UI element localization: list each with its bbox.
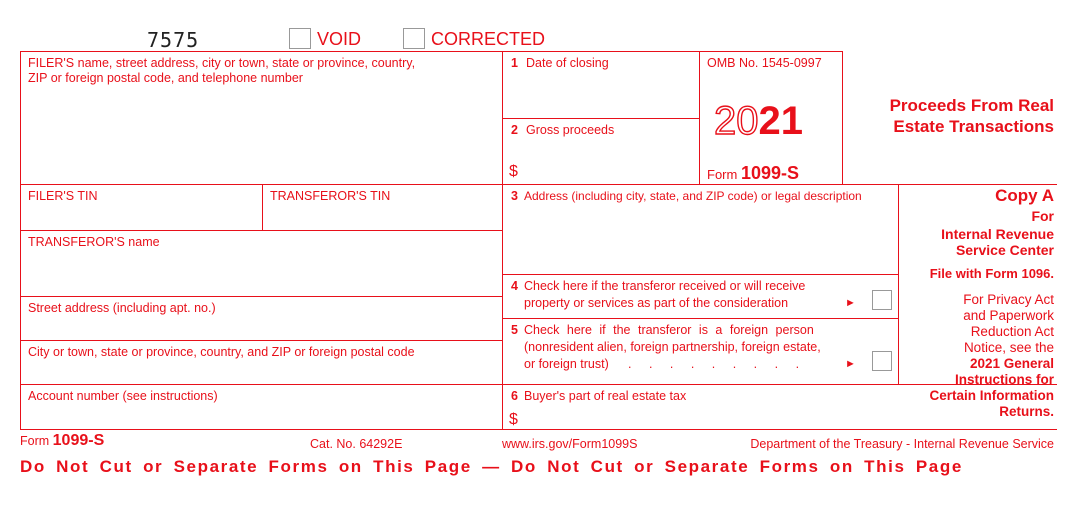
box1-label: Date of closing bbox=[526, 56, 609, 70]
line-name-bottom bbox=[20, 296, 502, 297]
filer-tin-label: FILER'S TIN bbox=[28, 189, 98, 203]
do-not-cut-warning: Do Not Cut or Separate Forms on This Page — Do Not Cut or Separate Forms on This Page bbox=[20, 457, 963, 476]
filer-label: FILER'S name, street address, city or town, state or province, country, bbox=[28, 56, 416, 70]
line-street-bottom bbox=[20, 340, 502, 341]
department-label: Department of the Treasury - Internal Revenue Service bbox=[750, 437, 1054, 451]
top-border bbox=[20, 51, 842, 52]
street-address-label: Street address (including apt. no.) bbox=[28, 301, 216, 315]
box5-checkbox[interactable] bbox=[872, 351, 892, 371]
line-box1-2 bbox=[502, 118, 699, 119]
account-number-label: Account number (see instructions) bbox=[28, 389, 218, 403]
line-city-bottom bbox=[20, 384, 502, 385]
bottom-border bbox=[20, 429, 1057, 430]
form-name: Form 1099-S bbox=[707, 163, 800, 183]
box5-line2: (nonresident alien, foreign partnership, foreign estate, bbox=[524, 340, 821, 354]
box5-arrow: ► bbox=[845, 358, 856, 370]
line-box4-bottom bbox=[502, 318, 898, 319]
line-tin-bottom bbox=[20, 230, 502, 231]
transferor-name-label: TRANSFEROR'S name bbox=[28, 235, 160, 249]
void-label: VOID bbox=[317, 29, 362, 49]
irs-url: www.irs.gov/Form1099S bbox=[502, 437, 638, 451]
box3-number: 3 bbox=[511, 189, 518, 203]
box2-dollar: $ bbox=[509, 163, 518, 180]
box6-number: 6 bbox=[511, 389, 518, 403]
tax-year bbox=[714, 99, 803, 143]
divider-main bbox=[502, 51, 503, 429]
file-with-label: File with Form 1096. bbox=[929, 266, 1054, 281]
box1-number: 1 bbox=[511, 56, 518, 70]
box5-number: 5 bbox=[511, 323, 518, 337]
box2-label: Gross proceeds bbox=[526, 123, 615, 137]
void-checkbox[interactable] bbox=[289, 28, 311, 49]
divider-copy bbox=[898, 184, 899, 384]
form-code: 7575 bbox=[147, 28, 200, 52]
form-title: Proceeds From Real Estate Transactions bbox=[889, 96, 1054, 136]
box6-label: Buyer's part of real estate tax bbox=[524, 389, 687, 403]
box4-number: 4 bbox=[511, 279, 518, 293]
year-suffix: 21 bbox=[758, 99, 803, 143]
divider-tin bbox=[262, 184, 263, 230]
corrected-checkbox[interactable] bbox=[403, 28, 425, 49]
footer-form-name: Form 1099-S bbox=[20, 432, 105, 449]
box6-dollar: $ bbox=[509, 411, 518, 428]
irs-center-label: Internal Revenue Service Center bbox=[941, 226, 1054, 258]
filer-label-line2: ZIP or foreign postal code, and telephone number bbox=[28, 71, 303, 85]
left-border bbox=[20, 51, 21, 429]
corrected-label: CORRECTED bbox=[431, 29, 546, 49]
box4-line2: property or services as part of the consideration bbox=[524, 296, 789, 310]
omb-number: OMB No. 1545-0997 bbox=[707, 56, 822, 70]
year-prefix: 20 bbox=[714, 99, 759, 143]
divider-year-right bbox=[842, 51, 843, 184]
line-box3-bottom bbox=[502, 274, 898, 275]
box3-label: Address (including city, state, and ZIP code) or legal description bbox=[524, 189, 862, 203]
box5-line3: or foreign trust) bbox=[524, 357, 609, 371]
catalog-number: Cat. No. 64292E bbox=[310, 437, 403, 451]
box5-dots: . . . . . . . . . bbox=[628, 357, 807, 371]
privacy-notice: For Privacy Act and Paperwork Reduction Act Notice, see the 2021 General Instructions for Certain Information Returns. bbox=[929, 292, 1054, 419]
box4-checkbox[interactable] bbox=[872, 290, 892, 310]
line-row2 bbox=[20, 184, 1057, 185]
copy-for-label: For bbox=[1031, 208, 1054, 224]
box4-line1: Check here if the transferor received or will receive bbox=[524, 279, 806, 293]
box5-line1: Check here if the transferor is a foreign person bbox=[524, 323, 814, 337]
box4-arrow: ► bbox=[845, 297, 856, 309]
city-label: City or town, state or province, country, and ZIP or foreign postal code bbox=[28, 345, 415, 359]
box2-number: 2 bbox=[511, 123, 518, 137]
transferor-tin-label: TRANSFEROR'S TIN bbox=[270, 189, 391, 203]
divider-omb bbox=[699, 51, 700, 184]
copy-a-label: Copy A bbox=[995, 186, 1054, 205]
